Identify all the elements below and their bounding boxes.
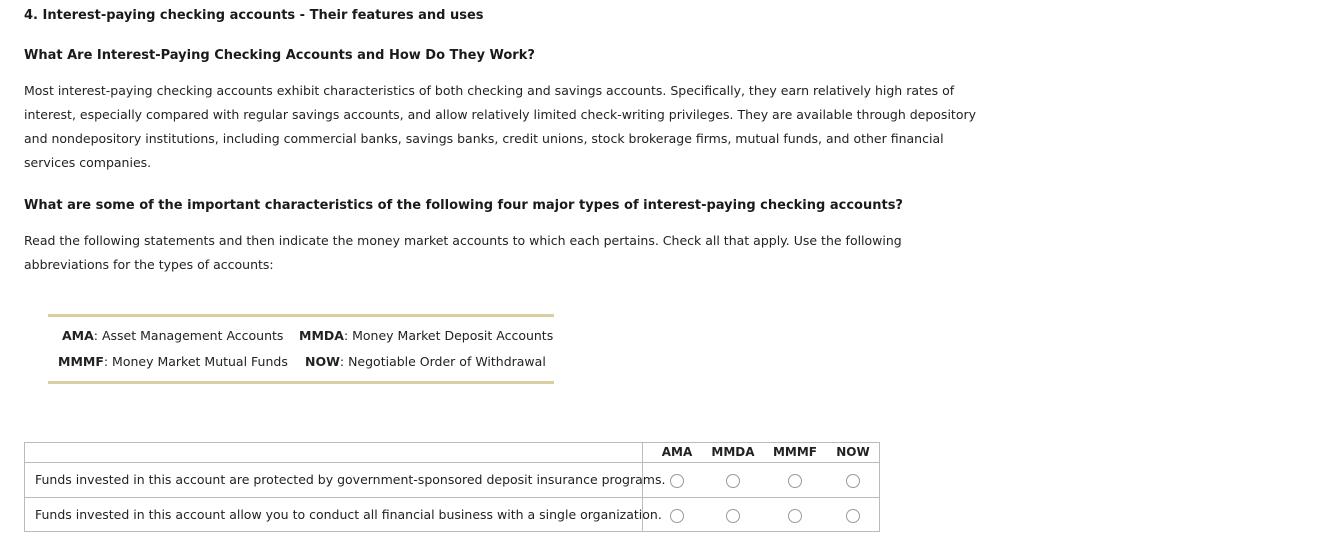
section-heading: What Are Interest-Paying Checking Accounts and How Do They Work? [24, 48, 535, 63]
legend-top-rule [48, 314, 554, 317]
legend-full: : Money Market Deposit Accounts [343, 328, 554, 343]
question-title: 4. Interest-paying checking accounts - Their features and uses [24, 8, 484, 23]
paragraph-line: and nondepository institutions, including commercial banks, savings banks, credit unions, stock brokerage firms, mutual funds, and other financial [24, 131, 944, 146]
paragraph-line: Most interest-paying checking accounts exhibit characteristics of both checking and savings accounts. Specifically, they earn relatively high rates of [24, 83, 955, 98]
legend-full: : Asset Management Accounts [93, 328, 284, 343]
row-divider [25, 497, 879, 498]
instruction-line: abbreviations for the types of accounts: [24, 257, 274, 272]
legend-abbr: MMDA [299, 328, 344, 343]
radio-row2-ama[interactable] [670, 509, 684, 523]
header-divider [25, 462, 879, 463]
answer-table [24, 442, 880, 532]
legend-abbr: MMMF [58, 354, 104, 369]
column-header-now: NOW [836, 445, 870, 459]
intro-paragraph [24, 79, 1024, 175]
column-header-ama: AMA [661, 445, 693, 459]
radio-row2-mmda[interactable] [726, 509, 740, 523]
statement-text: Funds invested in this account allow you to conduct all financial business with a single organization. [35, 507, 662, 522]
legend-abbr: NOW [305, 354, 340, 369]
paragraph-line: interest, especially compared with regular savings accounts, and allow relatively limited check-writing privileges. They are available through depository [24, 107, 977, 122]
radio-row2-now[interactable] [846, 509, 860, 523]
legend-full: : Money Market Mutual Funds [103, 354, 288, 369]
paragraph-line: services companies. [24, 155, 152, 170]
radio-row1-mmda[interactable] [726, 474, 740, 488]
legend-mmmf [58, 354, 288, 369]
legend-mmda [299, 328, 553, 343]
radio-row1-now[interactable] [846, 474, 860, 488]
column-header-mmmf: MMMF [772, 445, 818, 459]
radio-row2-mmmf[interactable] [788, 509, 802, 523]
legend-abbr: AMA [62, 328, 94, 343]
radio-row1-mmmf[interactable] [788, 474, 802, 488]
legend-full: : Negotiable Order of Withdrawal [339, 354, 546, 369]
legend-ama [62, 328, 283, 343]
radio-row1-ama[interactable] [670, 474, 684, 488]
legend-bottom-rule [48, 381, 554, 384]
instructions [24, 229, 1024, 277]
legend-now [305, 354, 546, 369]
subheading: What are some of the important characteristics of the following four major types of interest-paying checking accounts? [24, 198, 903, 213]
instruction-line: Read the following statements and then indicate the money market accounts to which each pertains. Check all that apply. Use the following [24, 233, 902, 248]
column-header-mmda: MMDA [711, 445, 755, 459]
statement-text: Funds invested in this account are protected by government-sponsored deposit insurance programs. [35, 472, 666, 487]
